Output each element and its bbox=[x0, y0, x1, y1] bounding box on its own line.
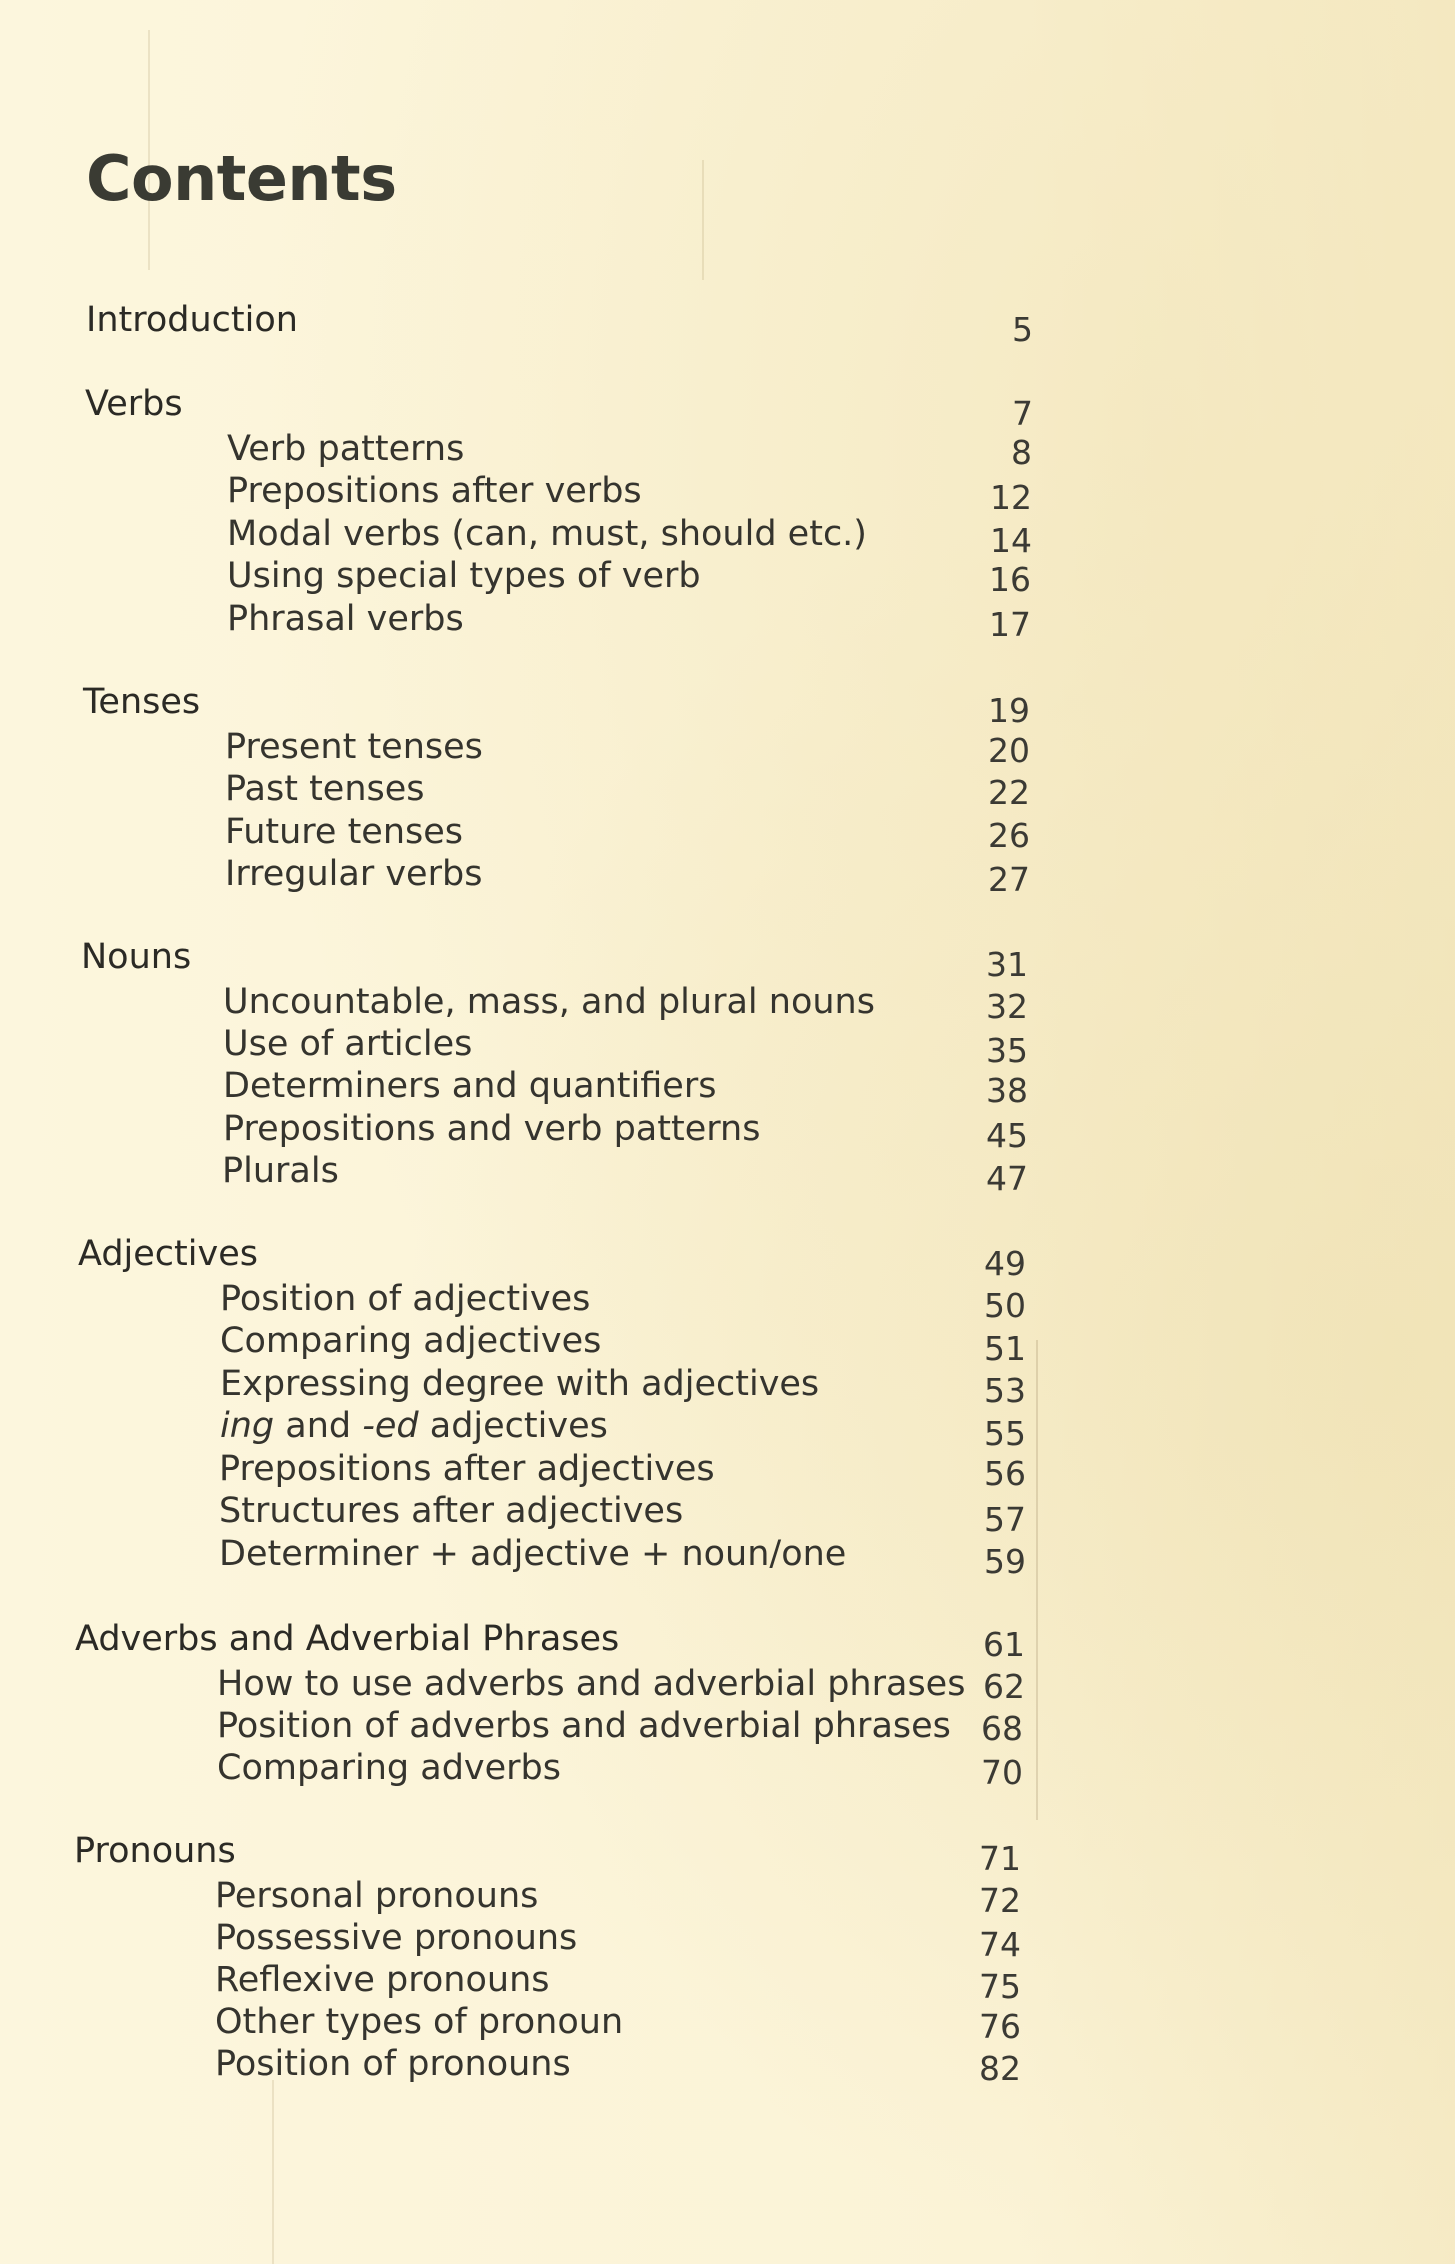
toc-item[interactable] bbox=[215, 1875, 538, 1917]
item-page-number: 57 bbox=[984, 1500, 1026, 1539]
section-label: Verbs bbox=[85, 384, 183, 424]
section-label: Adjectives bbox=[78, 1234, 258, 1274]
item-page-number: 27 bbox=[988, 860, 1030, 899]
item-label: Position of pronouns bbox=[215, 2044, 571, 2084]
item-label: Expressing degree with adjectives bbox=[220, 1364, 820, 1404]
toc-item[interactable] bbox=[215, 1959, 550, 2001]
item-page-number: 26 bbox=[988, 816, 1030, 855]
item-label: Prepositions and verb patterns bbox=[223, 1109, 761, 1149]
toc-item[interactable] bbox=[225, 726, 483, 768]
toc-item[interactable] bbox=[217, 1663, 965, 1705]
item-page-number: 74 bbox=[979, 1925, 1021, 1964]
section-page-number: 61 bbox=[983, 1625, 1025, 1664]
toc-section-tenses[interactable] bbox=[83, 681, 200, 723]
section-label: Introduction bbox=[86, 300, 298, 340]
toc-item[interactable] bbox=[217, 1747, 561, 1789]
toc-item[interactable] bbox=[219, 1448, 715, 1490]
item-label: Prepositions after verbs bbox=[227, 471, 642, 511]
toc-item[interactable] bbox=[223, 1023, 472, 1065]
item-page-number: 68 bbox=[981, 1709, 1023, 1748]
item-page-number: 55 bbox=[984, 1414, 1026, 1453]
toc-item[interactable] bbox=[217, 1705, 951, 1747]
toc-item[interactable] bbox=[215, 2001, 623, 2043]
item-page-number: 8 bbox=[1011, 433, 1032, 472]
toc-item[interactable] bbox=[225, 853, 482, 895]
item-label: adjectives bbox=[418, 1406, 608, 1446]
item-label: Phrasal verbs bbox=[227, 599, 464, 639]
item-page-number: 56 bbox=[984, 1454, 1026, 1493]
item-page-number: 72 bbox=[979, 1881, 1021, 1920]
item-label: Reflexive pronouns bbox=[215, 1960, 550, 2000]
item-label: Determiner + adjective + noun/one bbox=[219, 1534, 847, 1574]
toc-item[interactable] bbox=[223, 1065, 716, 1107]
toc-item[interactable] bbox=[220, 1320, 601, 1362]
item-page-number: 50 bbox=[984, 1286, 1026, 1325]
toc-item[interactable] bbox=[223, 981, 875, 1023]
toc-item[interactable] bbox=[222, 1150, 339, 1192]
section-page-number: 71 bbox=[979, 1839, 1021, 1878]
section-page-number: 49 bbox=[984, 1244, 1026, 1283]
item-label: Verb patterns bbox=[227, 429, 465, 469]
item-page-number: 47 bbox=[986, 1159, 1028, 1198]
toc-item[interactable] bbox=[219, 1490, 683, 1532]
item-page-number: 17 bbox=[989, 605, 1031, 644]
item-page-number: 14 bbox=[990, 521, 1032, 560]
item-label: Comparing adverbs bbox=[217, 1748, 562, 1788]
toc-item[interactable] bbox=[227, 598, 464, 640]
toc-item[interactable] bbox=[215, 2043, 571, 2085]
section-label: Tenses bbox=[83, 682, 201, 722]
section-label: Adverbs and Adverbial Phrases bbox=[75, 1619, 620, 1659]
item-label: Future tenses bbox=[225, 812, 464, 852]
toc-section-nouns[interactable] bbox=[81, 936, 191, 978]
item-label: How to use adverbs and adverbial phrases bbox=[217, 1664, 966, 1704]
item-label: Possessive pronouns bbox=[215, 1918, 578, 1958]
item-page-number: 20 bbox=[988, 731, 1030, 770]
item-label-italic: ing bbox=[220, 1406, 275, 1446]
item-label: Other types of pronoun bbox=[215, 2002, 624, 2042]
item-label: Irregular verbs bbox=[225, 854, 483, 894]
section-page-number: 7 bbox=[1012, 394, 1033, 433]
item-page-number: 76 bbox=[979, 2007, 1021, 2046]
toc-item[interactable] bbox=[227, 428, 464, 470]
item-label: Structures after adjectives bbox=[219, 1491, 684, 1531]
toc-item[interactable] bbox=[225, 811, 463, 853]
item-page-number: 38 bbox=[986, 1071, 1028, 1110]
section-page-number: 19 bbox=[988, 691, 1030, 730]
section-page-number: 31 bbox=[986, 945, 1028, 984]
section-page-number: 5 bbox=[1012, 310, 1033, 349]
toc-item[interactable] bbox=[225, 768, 425, 810]
item-label-italic: -ed bbox=[362, 1406, 419, 1446]
section-label: Nouns bbox=[81, 937, 192, 977]
item-page-number: 75 bbox=[979, 1967, 1021, 2006]
item-page-number: 59 bbox=[984, 1542, 1026, 1581]
section-label: Pronouns bbox=[74, 1831, 236, 1871]
item-page-number: 45 bbox=[986, 1116, 1028, 1155]
item-label: Position of adverbs and adverbial phrases bbox=[217, 1706, 951, 1746]
item-page-number: 22 bbox=[988, 773, 1030, 812]
toc-section-introduction[interactable] bbox=[86, 299, 298, 341]
item-label: Plurals bbox=[222, 1151, 339, 1191]
item-page-number: 12 bbox=[990, 478, 1032, 517]
toc-section-verbs[interactable] bbox=[85, 383, 183, 425]
toc-item[interactable] bbox=[215, 1917, 577, 1959]
item-label: Using special types of verb bbox=[227, 556, 701, 596]
item-page-number: 16 bbox=[989, 560, 1031, 599]
item-label: Determiners and quantifiers bbox=[223, 1066, 717, 1106]
item-page-number: 35 bbox=[986, 1031, 1028, 1070]
item-page-number: 62 bbox=[983, 1667, 1025, 1706]
item-label: Position of adjectives bbox=[220, 1279, 591, 1319]
item-label: Uncountable, mass, and plural nouns bbox=[223, 982, 875, 1022]
item-label: and bbox=[274, 1406, 363, 1446]
item-page-number: 53 bbox=[984, 1371, 1026, 1410]
item-label: Past tenses bbox=[225, 769, 425, 809]
toc-section-adjectives[interactable] bbox=[78, 1233, 258, 1275]
item-page-number: 82 bbox=[979, 2049, 1021, 2088]
toc-item[interactable] bbox=[220, 1363, 819, 1405]
toc-item[interactable] bbox=[219, 1533, 846, 1575]
item-label: Use of articles bbox=[223, 1024, 473, 1064]
item-label: Prepositions after adjectives bbox=[219, 1449, 715, 1489]
toc-section-pronouns[interactable] bbox=[74, 1830, 236, 1872]
toc-item[interactable] bbox=[223, 1108, 760, 1150]
toc-item[interactable] bbox=[227, 555, 701, 597]
item-label: Personal pronouns bbox=[215, 1876, 539, 1916]
toc-item[interactable] bbox=[220, 1278, 590, 1320]
toc-section-adverbs[interactable] bbox=[75, 1618, 619, 1660]
toc-item[interactable] bbox=[220, 1405, 608, 1447]
toc-item[interactable] bbox=[227, 513, 867, 555]
item-label: Comparing adjectives bbox=[220, 1321, 602, 1361]
toc-item[interactable] bbox=[227, 470, 642, 512]
page-title: Contents bbox=[86, 142, 397, 215]
item-label: Modal verbs (can, must, should etc.) bbox=[227, 514, 867, 554]
item-label: Present tenses bbox=[225, 727, 483, 767]
item-page-number: 32 bbox=[986, 987, 1028, 1026]
item-page-number: 70 bbox=[981, 1753, 1023, 1792]
item-page-number: 51 bbox=[984, 1329, 1026, 1368]
